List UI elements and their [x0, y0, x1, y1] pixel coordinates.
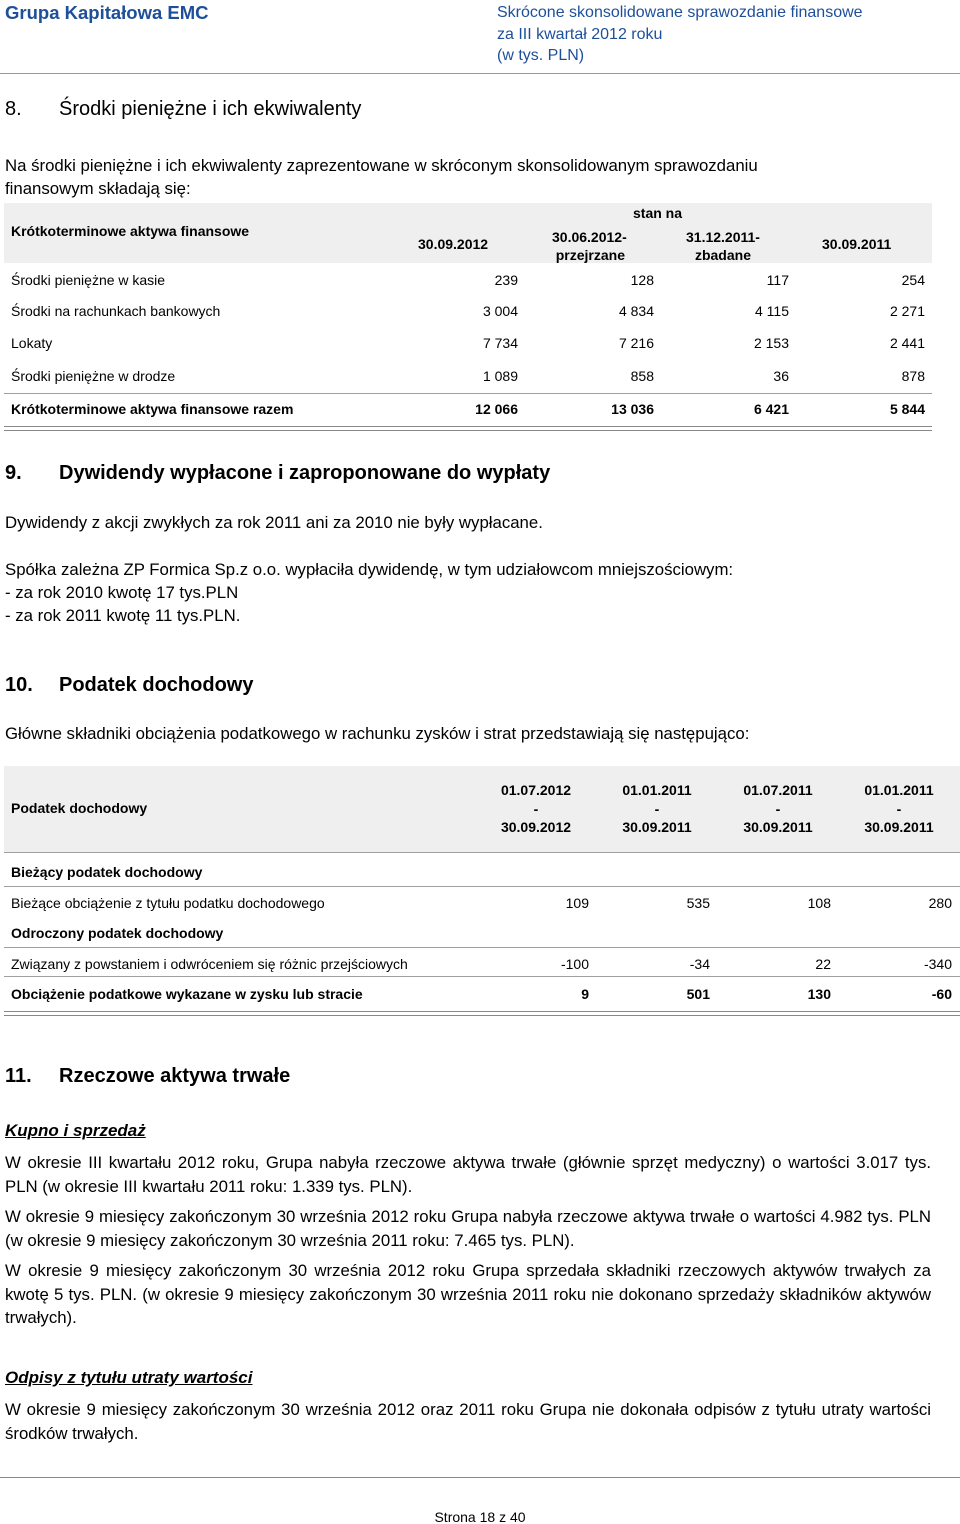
dividend-paragraph: Dywidendy z akcji zwykłych za rok 2011 ani za 2010 nie były wypłacane.	[5, 513, 543, 532]
table-total-cell: 9	[581, 986, 589, 1002]
table-rule	[4, 430, 932, 431]
table-total-cell: 13 036	[611, 401, 654, 417]
table-cell: 36	[773, 368, 789, 384]
document-title-line: (w tys. PLN)	[497, 47, 585, 64]
tax-group-label: Odroczony podatek dochodowy	[11, 925, 224, 941]
document-title	[497, 2, 863, 67]
table-rule	[4, 1011, 960, 1012]
intro-line: Na środki pieniężne i ich ekwiwalenty zaprezentowane w skróconym skonsolidowanym sprawozdaniu	[5, 156, 758, 175]
table-total-cell: 501	[686, 986, 710, 1002]
dividend-subsidiary-paragraph: Spółka zależna ZP Formica Sp.z o.o. wypłaciła dywidendę, w tym udziałowcom mniejszościowym: - za rok 2010 kwotę 17 tys.PLN - za rok 2011 kwotę 11 tys.PLN.	[5, 560, 734, 625]
tax-table-col-header: 01.01.2011 - 30.09.2011	[864, 782, 934, 835]
table-cell: -34	[689, 956, 710, 972]
table-rule	[4, 426, 932, 427]
table-rule	[4, 947, 960, 948]
subheading-purchase-sale: Kupno i sprzedaż	[5, 1121, 146, 1140]
table-cell: 7 216	[618, 335, 654, 351]
tax-group-label: Bieżący podatek dochodowy	[11, 864, 203, 880]
section-8-intro	[5, 154, 758, 200]
table-rule	[4, 976, 960, 977]
document-title-line: Skrócone skonsolidowane sprawozdanie finansowe	[497, 4, 863, 21]
table-total-cell: 12 066	[475, 401, 518, 417]
table-total-label: Obciążenie podatkowe wykazane w zysku lub stracie	[11, 986, 363, 1002]
table-cell: 2 441	[889, 335, 925, 351]
table-total-cell: -60	[931, 986, 952, 1002]
table-total-cell: 130	[807, 986, 831, 1002]
table-total-cell: 5 844	[889, 401, 925, 417]
page-number: Strona 18 z 40	[434, 1509, 526, 1524]
header-rule	[0, 73, 960, 74]
table-row-label: Środki pieniężne w drodze	[11, 368, 176, 384]
section-number: 8.	[5, 98, 22, 120]
table-cell: 1 089	[482, 368, 518, 384]
section-number: 10.	[5, 674, 33, 696]
table-cell: 22	[815, 956, 831, 972]
table-row-label: Bieżące obciążenie z tytułu podatku dochodowego	[11, 895, 325, 911]
table-cell: -100	[560, 956, 589, 972]
table-cell: 7 734	[482, 335, 518, 351]
table-row-label: Lokaty	[11, 335, 53, 351]
table-cell: 280	[928, 895, 952, 911]
document-title-line: za III kwartał 2012 roku	[497, 25, 663, 43]
table-rule	[4, 852, 960, 853]
tax-table-col-header: 01.01.2011 - 30.09.2011	[622, 782, 692, 835]
table-row-label: Środki na rachunkach bankowych	[11, 303, 221, 319]
section-8-heading	[5, 98, 361, 121]
table-cell: 878	[901, 368, 925, 384]
table-cell: 3 004	[482, 303, 518, 319]
table-cell: 128	[630, 272, 654, 288]
section-9-heading	[5, 462, 550, 485]
table-cell: 117	[766, 272, 789, 288]
intro-line: finansowym składają się:	[5, 179, 191, 198]
section-11-heading	[5, 1065, 290, 1088]
tax-table-col-header: 01.07.2011 - 30.09.2011	[743, 782, 813, 835]
tax-table-col-header: 01.07.2012 - 30.09.2012	[500, 782, 572, 835]
table-row-label: Związany z powstaniem i odwróceniem się różnic przejściowych	[11, 956, 408, 972]
paragraph: W okresie 9 miesięcy zakończonym 30 września 2012 oraz 2011 roku Grupa nie dokonała odpisów z tytułu utraty wartości środków trwałych.	[5, 1400, 931, 1443]
paragraph: W okresie 9 miesięcy zakończonym 30 września 2012 roku Grupa nabyła rzeczowe aktywa trwałe o wartości 4.982 tys. PLN (w okresie 9 miesięcy zakończonym 30 września 2011 roku: 7.465 tys. PLN).	[5, 1207, 931, 1250]
table-cell: 108	[807, 895, 831, 911]
tax-table-corner-label: Podatek dochodowy	[11, 800, 148, 816]
section-title: Podatek dochodowy	[59, 674, 254, 696]
cash-table-col-header: 31.12.2011- zbadane	[686, 229, 760, 263]
table-cell: 2 271	[889, 303, 925, 319]
section-10-heading	[5, 674, 253, 697]
cash-table-col-header: 30.06.2012- przejrzane	[552, 229, 627, 263]
paragraph: W okresie III kwartału 2012 roku, Grupa nabyła rzeczowe aktywa trwałe (głównie sprzęt medyczny) o wartości 3.017 tys. PLN (w okresie III kwartału 2011 roku: 1.339 tys. PLN).	[5, 1153, 931, 1196]
table-row-label: Środki pieniężne w kasie	[11, 272, 166, 288]
table-cell: 2 153	[753, 335, 789, 351]
section-number: 11.	[5, 1065, 32, 1087]
table-cell: 254	[901, 272, 925, 288]
table-total-label: Krótkoterminowe aktywa finansowe razem	[11, 401, 294, 417]
table-cell: 239	[494, 272, 518, 288]
section-number: 9.	[5, 462, 22, 484]
section-title: Dywidendy wypłacone i zaproponowane do wypłaty	[59, 462, 551, 484]
footer-rule	[0, 1477, 960, 1478]
paragraph: W okresie 9 miesięcy zakończonym 30 września 2012 roku Grupa sprzedała składniki rzeczowych aktywów trwałych za kwotę 5 tys. PLN. (w okresie 9 miesięcy zakończonym 30 września 2011 roku nie dokonano sprzedaży składników aktywów trwałych).	[5, 1261, 931, 1327]
table-rule	[4, 886, 960, 887]
table-cell: -340	[923, 956, 952, 972]
subheading-impairment: Odpisy z tytułu utraty wartości	[5, 1368, 253, 1387]
cash-table-corner-label: Krótkoterminowe aktywa finansowe	[11, 223, 250, 239]
table-cell: 4 834	[618, 303, 654, 319]
table-cell: 4 115	[755, 303, 789, 319]
tax-intro: Główne składniki obciążenia podatkowego w rachunku zysków i strat przedstawiają się następująco:	[5, 724, 750, 743]
table-rule	[4, 393, 932, 394]
cash-table-col-header: 30.09.2012	[418, 236, 489, 252]
cash-table-col-header: 30.09.2011	[822, 236, 892, 252]
cash-table-stan-na: stan na	[633, 205, 683, 221]
table-total-cell: 6 421	[753, 401, 789, 417]
table-cell: 109	[565, 895, 589, 911]
company-name: Grupa Kapitałowa EMC	[5, 2, 209, 23]
table-cell: 858	[630, 368, 654, 384]
table-rule	[4, 1015, 960, 1016]
table-cell: 535	[686, 895, 710, 911]
section-title: Rzeczowe aktywa trwałe	[59, 1065, 291, 1087]
section-title: Środki pieniężne i ich ekwiwalenty	[59, 98, 362, 120]
